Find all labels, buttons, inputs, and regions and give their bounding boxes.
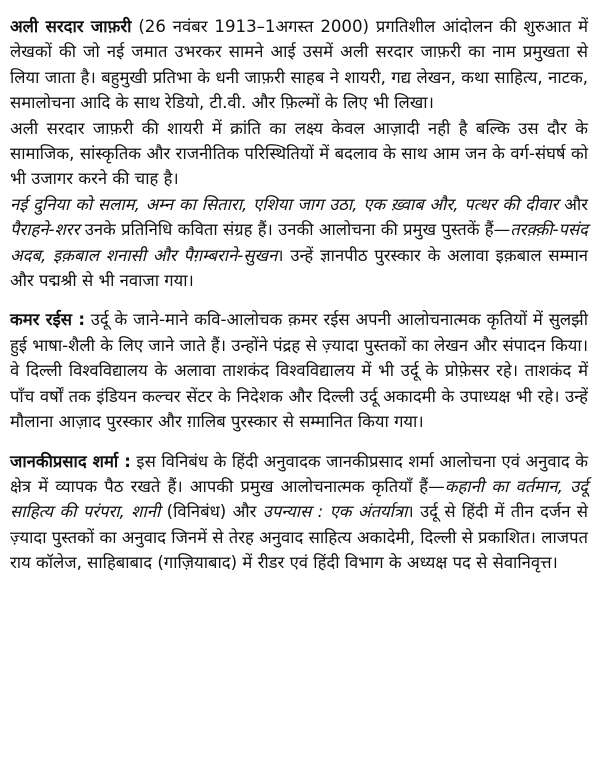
criticism-work-last: उपन्यास : एक अंतर्यात्रा (262, 502, 408, 522)
bio-paragraph-jafri-works (10, 192, 588, 294)
bio-text: इस विनिबंध के हिंदी अनुवादक जानकीप्रसाद शर्मा आलोचना एवं अनुवाद के क्षेत्र में व्यापक पैठ रखते हैं। आपकी प्रमुख आलोचनात्मक कृतियाँ हैं— (10, 451, 588, 496)
author-name-janakiprasad-sharma: जानकीप्रसाद शर्मा : (10, 451, 131, 471)
poetry-collection-last: पैराहने-शरर (10, 220, 80, 240)
bio-paragraph-jafri-intro (10, 14, 588, 116)
poetry-collections: नई दुनिया को सलाम, अम्न का सितारा, एशिया जाग उठा, एक ख़्वाब और, पत्थर की दीवार (10, 194, 559, 214)
bio-text: उनके प्रतिनिधि कविता संग्रह हैं। उनकी आलोचना की प्रमुख पुस्तकें हैं— (79, 220, 511, 240)
connector-text: और (558, 194, 589, 214)
bio-paragraph-qamar-rais (10, 307, 588, 434)
bio-text: अली सरदार जाफ़री की शायरी में क्रांति का लक्ष्य केवल आज़ादी नही है बल्कि उस दौर के सामाजिक, सांस्कृतिक और राजनीतिक परिस्थितियों में बदलाव के साथ आम जन के वर्ग-संघर्ष को भी उजागर करने की चाह है। (10, 118, 588, 189)
author-name-qamar-rais: कमर रईस : (10, 310, 85, 330)
bio-text: (विनिबंध) और (160, 502, 263, 522)
criticism-works: कहानी का वर्तमान, उर्दू साहित्य की परंपरा, शानी (10, 476, 588, 522)
criticism-books: तरक़्क़ी-पसंद अदब, इक़बाल शनासी और पैग़म्बराने-सुखन (10, 220, 588, 265)
bio-text: उर्दू के जाने-माने कवि-आलोचक क़मर रईस अपनी आलोचनात्मक कृतियों में सुलझी हुई भाषा-शैली के लिए जाने जाते हैं। उन्होंने पंद्रह से ज़्यादा पुस्तकों का लेखन और संपादन किया। वे दिल्ली विश्वविद्यालय के अलावा ताशकंद विश्वविद्यालय में भी उर्दू के प्रोफ़ेसर रहे। ताशकंद में पाँच वर्षों तक इंडियन कल्चर सेंटर के निदेशक और दिल्ली उर्दू अकादमी के उपाध्यक्ष भी रहे। उन्हें मौलाना आज़ाद पुरस्कार और ग़ालिब पुरस्कार से सम्मानित किया गया। (10, 310, 589, 432)
author-name-jafri: अली सरदार जाफ़री (10, 17, 132, 36)
bio-text: । उन्हें ज्ञानपीठ पुरस्कार के अलावा इक़बाल सम्मान और पद्मश्री से भी नवाजा गया। (10, 245, 588, 291)
bio-text: (26 नवंबर 1913–1अगस्त 2000) प्रगतिशील आंदोलन की शुरुआत में लेखकों की जो नई जमात उभरकर सामने आई उसमें अली सरदार जाफ़री का नाम प्रमुखता से लिया जाता है। बहुमुखी प्रतिभा के धनी जाफ़री साहब ने शायरी, गद्य लेखन, कथा साहित्य, नाटक, समालोचना आदि के साथ रेडियो, टी.वी. और फ़िल्मों के लिए भी लिखा। (10, 17, 589, 113)
bio-paragraph-janakiprasad-sharma (10, 449, 588, 576)
bio-text: । उर्दू से हिंदी में तीन दर्जन से ज़्यादा पुस्तकों का अनुवाद जिनमें से तेरह अनुवाद साहित्य अकादेमी, दिल्ली से प्रकाशित। लाजपत राय कॉलेज, साहिबाबाद (गाज़ियाबाद) में रीडर एवं हिंदी विभाग के अध्यक्ष पद से सेवानिवृत्त। (10, 502, 588, 573)
bio-paragraph-jafri-poetry (10, 116, 588, 192)
